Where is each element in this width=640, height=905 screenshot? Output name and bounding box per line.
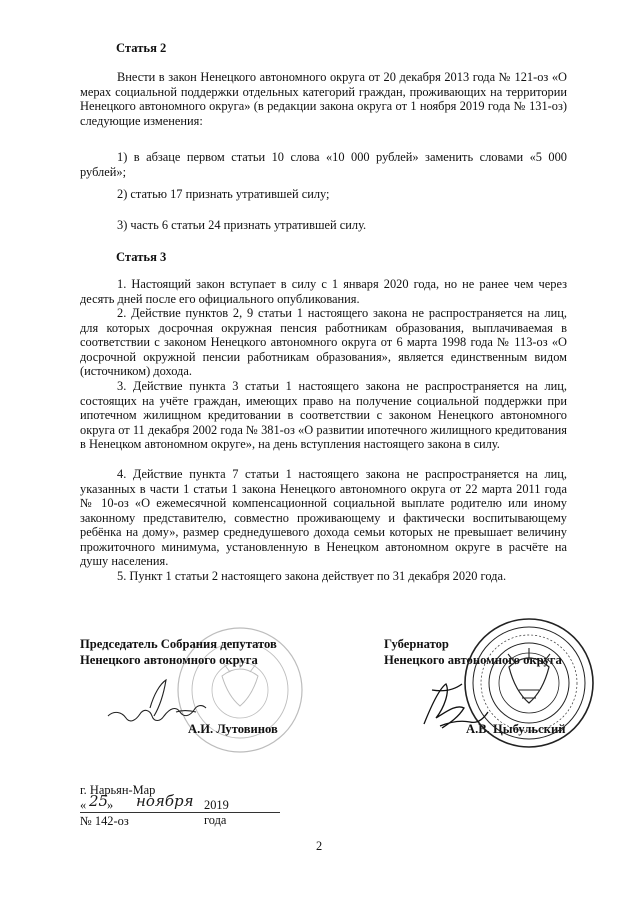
footer-block	[80, 783, 229, 829]
left-signatory-title: Председатель Собрания депутатов Ненецкого автономного округа	[80, 637, 277, 667]
right-signatory-title: Губернатор Ненецкого автономного округа	[384, 637, 562, 667]
article-3-item-4: 4. Действие пункта 7 статьи 1 настоящего закона не распространяется на лиц, указанных в части 1 статьи 1 закона Ненецкого автономного округа от 22 марта 2011 года № 10-оз «О ежемесячной компенсационной социальной выплате родителю или иному законному представителю, совместно проживающему и фактически воспитывающему ребёнка на дому», размер среднедушевого дохода семьи которых не превышает величину прожиточного минимума, установленную в Ненецком автономном округе в расчёте на душу населения.	[80, 467, 567, 568]
left-signature-icon	[108, 680, 206, 721]
footer-year: 2019 года	[204, 798, 229, 827]
left-seal-icon	[178, 628, 302, 752]
article-3-item-2: 2. Действие пунктов 2, 9 статьи 1 настоящего закона не распространяется на лиц, для которых досрочная окружная пенсия работникам образования, выплачиваемая в соответствии с законом Ненецкого автономного округа от 6 марта 1998 года № 113-оз «О досрочной окружной пенсии работникам образования», является единственным видом (источником) дохода.	[80, 306, 567, 378]
article-3-item-1: 1. Настоящий закон вступает в силу с 1 января 2020 года, но не ранее чем через десять дней после его официального опубликования.	[80, 277, 567, 306]
footer-month: ноября	[136, 792, 194, 810]
article-3-heading: Статья 3	[116, 250, 167, 264]
footer-day: 25	[89, 792, 109, 810]
right-signatory-name: А.В. Цыбульский	[466, 722, 566, 736]
article-3-item-3: 3. Действие пункта 3 статьи 1 настоящего закона не распространяется на лиц, состоящих на учёте граждан, имеющих право на получение социальной поддержки при ипотечном жилищном кредитовании в соответствии с законом Ненецкого автономного округа от 11 декабря 2002 года № 381-оз «О развитии ипотечного жилищного кредитования в Ненецком автономном округе», на день вступления настоящего закона в силу.	[80, 379, 567, 451]
article-2-item-3: 3) часть 6 статьи 24 признать утратившей силу.	[117, 218, 367, 232]
footer-date: « 25 » ноября 2019 года	[80, 798, 155, 814]
article-3-item-5: 5. Пункт 1 статьи 2 настоящего закона действует по 31 декабря 2020 года.	[117, 569, 507, 583]
page-number: 2	[316, 839, 323, 853]
article-2-intro: Внести в закон Ненецкого автономного округа от 20 декабря 2013 года № 121-оз «О мерах социальной поддержки отдельных категорий граждан, проживающих на территории Ненецкого автономного округа» (в редакции закона округа от 1 ноября 2019 года № 131-оз) следующие изменения:	[80, 70, 567, 128]
right-seal-icon	[465, 619, 593, 747]
footer-city: г. Нарьян-Мар	[80, 783, 156, 797]
left-signatory-name: А.И. Лутовинов	[188, 722, 278, 736]
footer-number: № 142-оз	[80, 814, 129, 828]
article-2-heading: Статья 2	[116, 41, 167, 55]
article-2-item-2: 2) статью 17 признать утратившей силу;	[117, 187, 330, 201]
article-2-item-1: 1) в абзаце первом статьи 10 слова «10 000 рублей» заменить словами «5 000 рублей»;	[80, 150, 567, 179]
